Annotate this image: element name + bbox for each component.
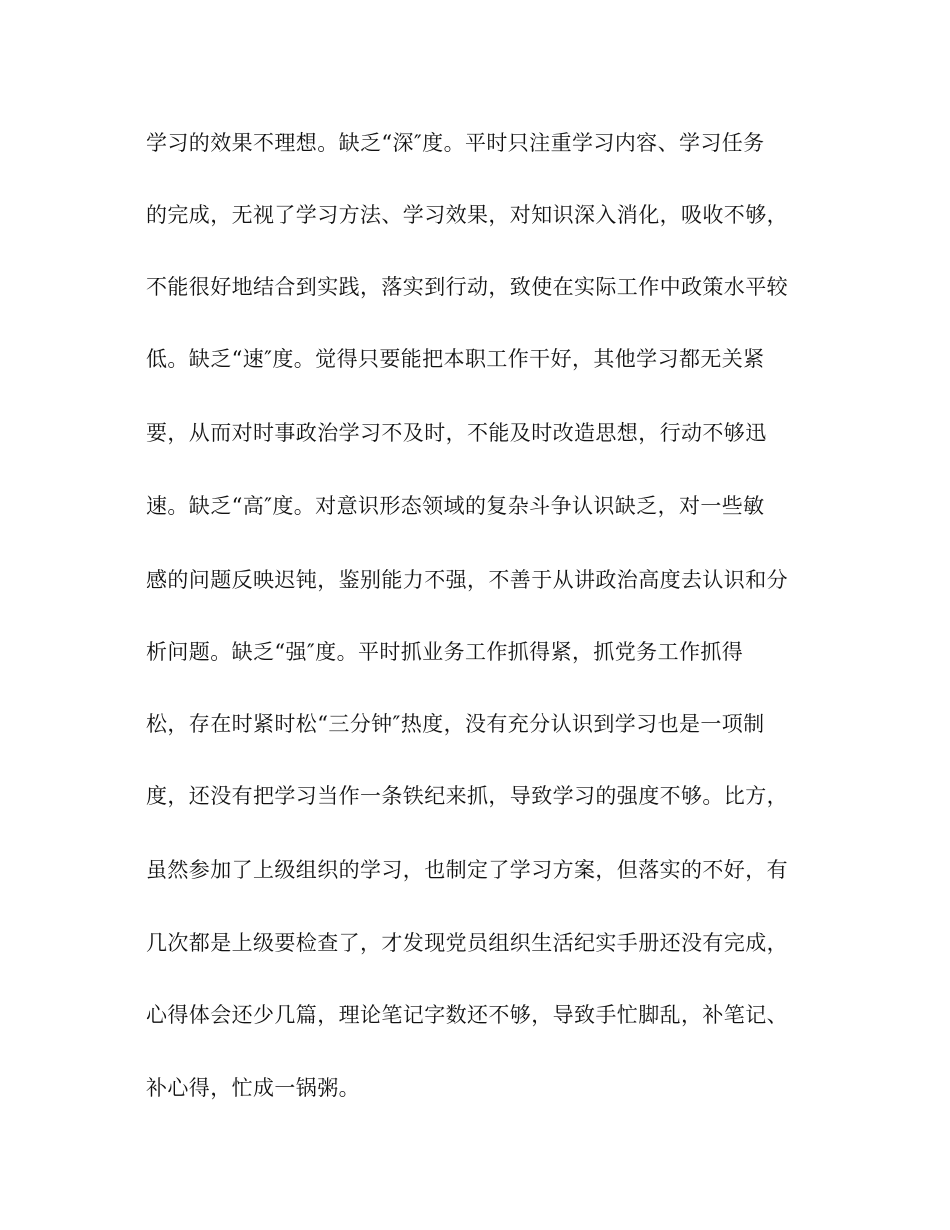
paragraph-line: 要，从而对时事政治学习不及时，不能及时改造思想，行动不够迅 bbox=[146, 421, 767, 445]
paragraph-line: 的完成，无视了学习方法、学习效果，对知识深入消化，吸收不够， bbox=[146, 203, 788, 227]
paragraph-line: 学习的效果不理想。缺乏“深″度。平时只注重学习内容、学习任务 bbox=[146, 131, 765, 155]
paragraph-line: 度，还没有把学习当作一条铁纪来抓，导致学习的强度不够。比方， bbox=[146, 784, 788, 808]
paragraph-line: 不能很好地结合到实践，落实到行动，致使在实际工作中政策水平较 bbox=[146, 275, 788, 299]
paragraph-line: 心得体会还少几篇，理论笔记字数还不够，导致手忙脚乱，补笔记、 bbox=[146, 1003, 788, 1027]
paragraph-line: 析问题。缺乏“强″度。平时抓业务工作抓得紧，抓党务工作抓得 bbox=[146, 640, 744, 664]
paragraph-line: 感的问题反映迟钝，鉴别能力不强，不善于从讲政治高度去认识和分 bbox=[146, 568, 788, 592]
paragraph-line: 虽然参加了上级组织的学习，也制定了学习方案，但落实的不好，有 bbox=[146, 858, 788, 882]
paragraph-line: 几次都是上级要检查了，才发现党员组织生活纪实手册还没有完成， bbox=[146, 931, 788, 955]
paragraph-line: 补心得，忙成一锅粥。 bbox=[146, 1076, 360, 1100]
paragraph-line: 松，存在时紧时松“三分钟″热度，没有充分认识到学习也是一项制 bbox=[146, 712, 765, 736]
paragraph-line: 低。缺乏“速″度。觉得只要能把本职工作干好，其他学习都无关紧 bbox=[146, 347, 765, 371]
paragraph-line: 速。缺乏“高″度。对意识形态领域的复杂斗争认识缺乏，对一些敏 bbox=[146, 494, 765, 518]
